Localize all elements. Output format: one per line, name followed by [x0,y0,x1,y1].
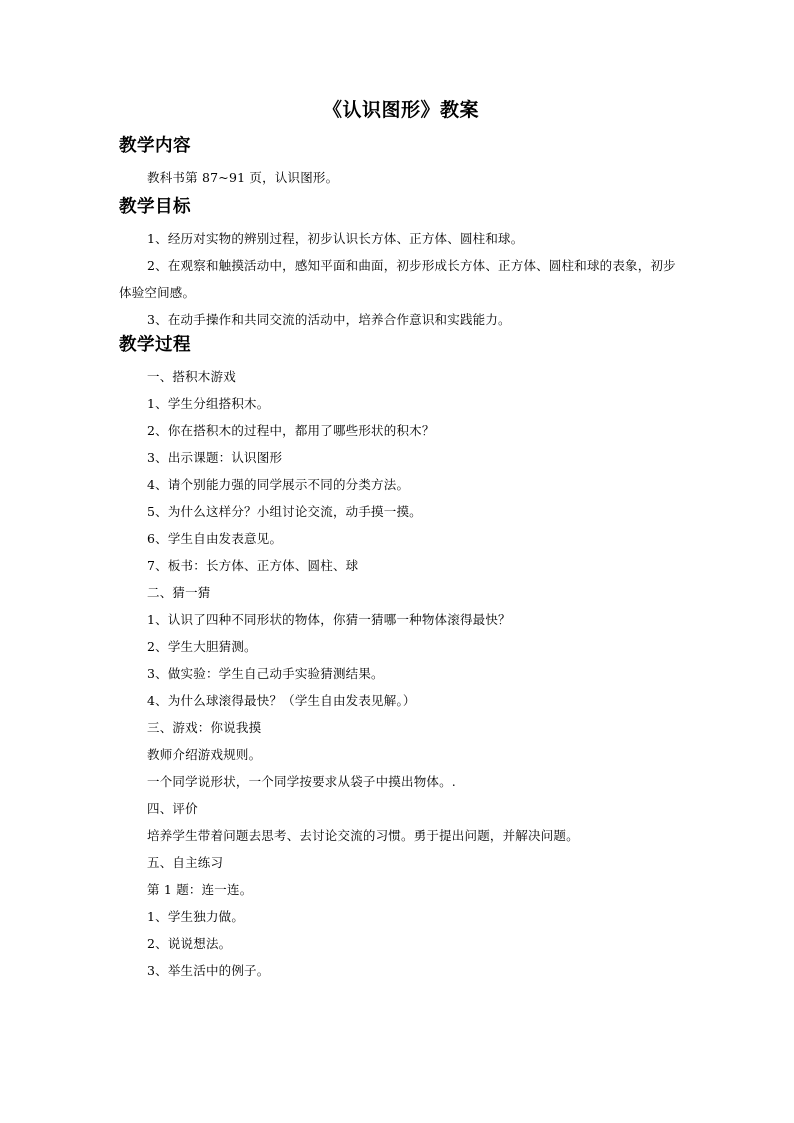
paragraph: 1、经历对实物的辨别过程，初步认识长方体、正方体、圆柱和球。 [147,231,524,246]
paragraph: 培养学生带着问题去思考、去讨论交流的习惯。勇于提出问题，并解决问题。 [147,828,579,843]
section-heading-teaching-content: 教学内容 [119,136,191,156]
section-teaching-goals [119,195,679,333]
paragraph: 教师介绍游戏规则。 [147,747,262,762]
paragraph: 一个同学说形状，一个同学按要求从袋子中摸出物体。. [147,774,456,789]
section-heading-teaching-goals: 教学目标 [119,197,191,217]
paragraph: 1、学生分组搭积木。 [147,396,270,411]
document-page [119,96,679,984]
section-teaching-content [119,134,679,191]
paragraph: 6、学生自由发表意见。 [147,531,283,546]
paragraph: 1、认识了四种不同形状的物体，你猜一猜哪一种物体滚得最快？ [147,612,511,627]
section-heading-teaching-process: 教学过程 [119,335,191,355]
paragraph: 2、说说想法。 [147,936,232,951]
paragraph: 3、在动手操作和共同交流的活动中，培养合作意识和实践能力。 [147,312,511,327]
paragraph: 2、你在搭积木的过程中，都用了哪些形状的积木？ [147,423,435,438]
paragraph: 二、猜一猜 [147,585,211,600]
paragraph: 教科书第 87~91 页，认识图形。 [147,170,339,185]
paragraph: 2、学生大胆猜测。 [147,639,257,654]
paragraph: 4、请个别能力强的同学展示不同的分类方法。 [147,477,410,492]
paragraph: 一、搭积木游戏 [147,369,236,384]
paragraph: 1、学生独力做。 [147,909,245,924]
paragraph: 第 1 题：连一连。 [147,882,253,897]
paragraph: 三、游戏：你说我摸 [147,720,262,735]
paragraph: 3、举生活中的例子。 [147,963,270,978]
section-teaching-process [119,333,679,984]
document-title: 《认识图形》教案 [322,99,479,121]
paragraph: 2、在观察和触摸活动中，感知平面和曲面，初步形成长方体、正方体、圆柱和球的表象，初步体验空间感。 [119,258,676,300]
paragraph: 四、评价 [147,801,198,816]
paragraph: 7、板书：长方体、正方体、圆柱、球 [147,558,359,573]
paragraph: 5、为什么这样分？小组讨论交流，动手摸一摸。 [147,504,422,519]
paragraph: 3、出示课题：认识图形 [147,450,283,465]
paragraph: 五、自主练习 [147,855,224,870]
paragraph: 3、做实验：学生自己动手实验猜测结果。 [147,666,384,681]
paragraph: 4、为什么球滚得最快？（学生自由发表见解。） [147,693,416,708]
